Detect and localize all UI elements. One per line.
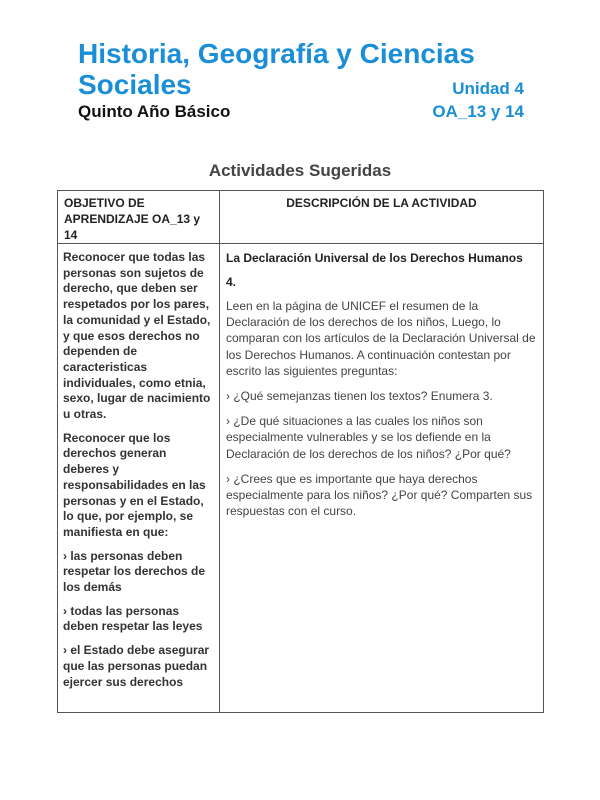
activity-question: › ¿De qué situaciones a las cuales los niños son especialmente vulnerables y se los defiende en la Declaración de los derechos de los niños? ¿Por qué? (226, 414, 511, 461)
table-header-row (58, 191, 543, 244)
activity-question: › ¿Qué semejanzas tienen los textos? Enumera 3. (226, 389, 493, 404)
subtitle-row (78, 102, 524, 122)
document-header (78, 38, 524, 122)
header-description: DESCRIPCIÓN DE LA ACTIVIDAD (286, 196, 477, 210)
activity-number: 4. (226, 275, 237, 289)
grade-label: Quinto Año Básico (78, 102, 231, 121)
objectives-cell (58, 244, 220, 712)
objectives-label: OA_13 y 14 (432, 102, 524, 121)
objective-paragraph: Reconocer que los derechos generan deberes y responsabilidades en las personas y en el Estado, lo que, por ejemplo, se manifiesta en que: (63, 430, 206, 539)
objective-bullet: › las personas deben respetar los derechos de los demás (63, 548, 206, 595)
unit-label: Unidad 4 (452, 79, 524, 98)
activity-title: La Declaración Universal de los Derechos Humanos (226, 251, 523, 265)
activity-paragraph: Leen en la página de UNICEF el resumen de la Declaración de los derechos de los niños, Luego, lo comparan con los artículos de la Declaración Universal de los Derechos Humanos. A continuación contestan por escrito las siguientes preguntas: (226, 299, 536, 378)
title-row (78, 69, 524, 100)
section-title: Actividades Sugeridas (208, 161, 392, 180)
header-objective: OBJETIVO DE APRENDIZAJE OA_13 y 14 (58, 191, 220, 244)
subject-title: Historia, Geografía y Ciencias (78, 38, 475, 69)
objective-bullet: › todas las personas deben respetar las leyes (63, 603, 203, 634)
subject-title-continued: Sociales (78, 69, 192, 100)
objective-bullet: › el Estado debe asegurar que las personas puedan ejercer sus derechos (63, 643, 210, 689)
objective-paragraph: Reconocer que todas las personas son sujetos de derecho, que deben ser respetados por los pares, la comunidad y el Estado, y que esos derechos no dependen de caracteristicas individuales, como etnia, sexo, lugar de nacimiento u otras. (63, 250, 211, 422)
activity-question: › ¿Crees que es importante que haya derechos especialmente para los niños? ¿Por qué? Comparten sus respuestas con el curso. (226, 471, 533, 519)
activities-table (57, 190, 544, 713)
description-cell (220, 244, 543, 712)
